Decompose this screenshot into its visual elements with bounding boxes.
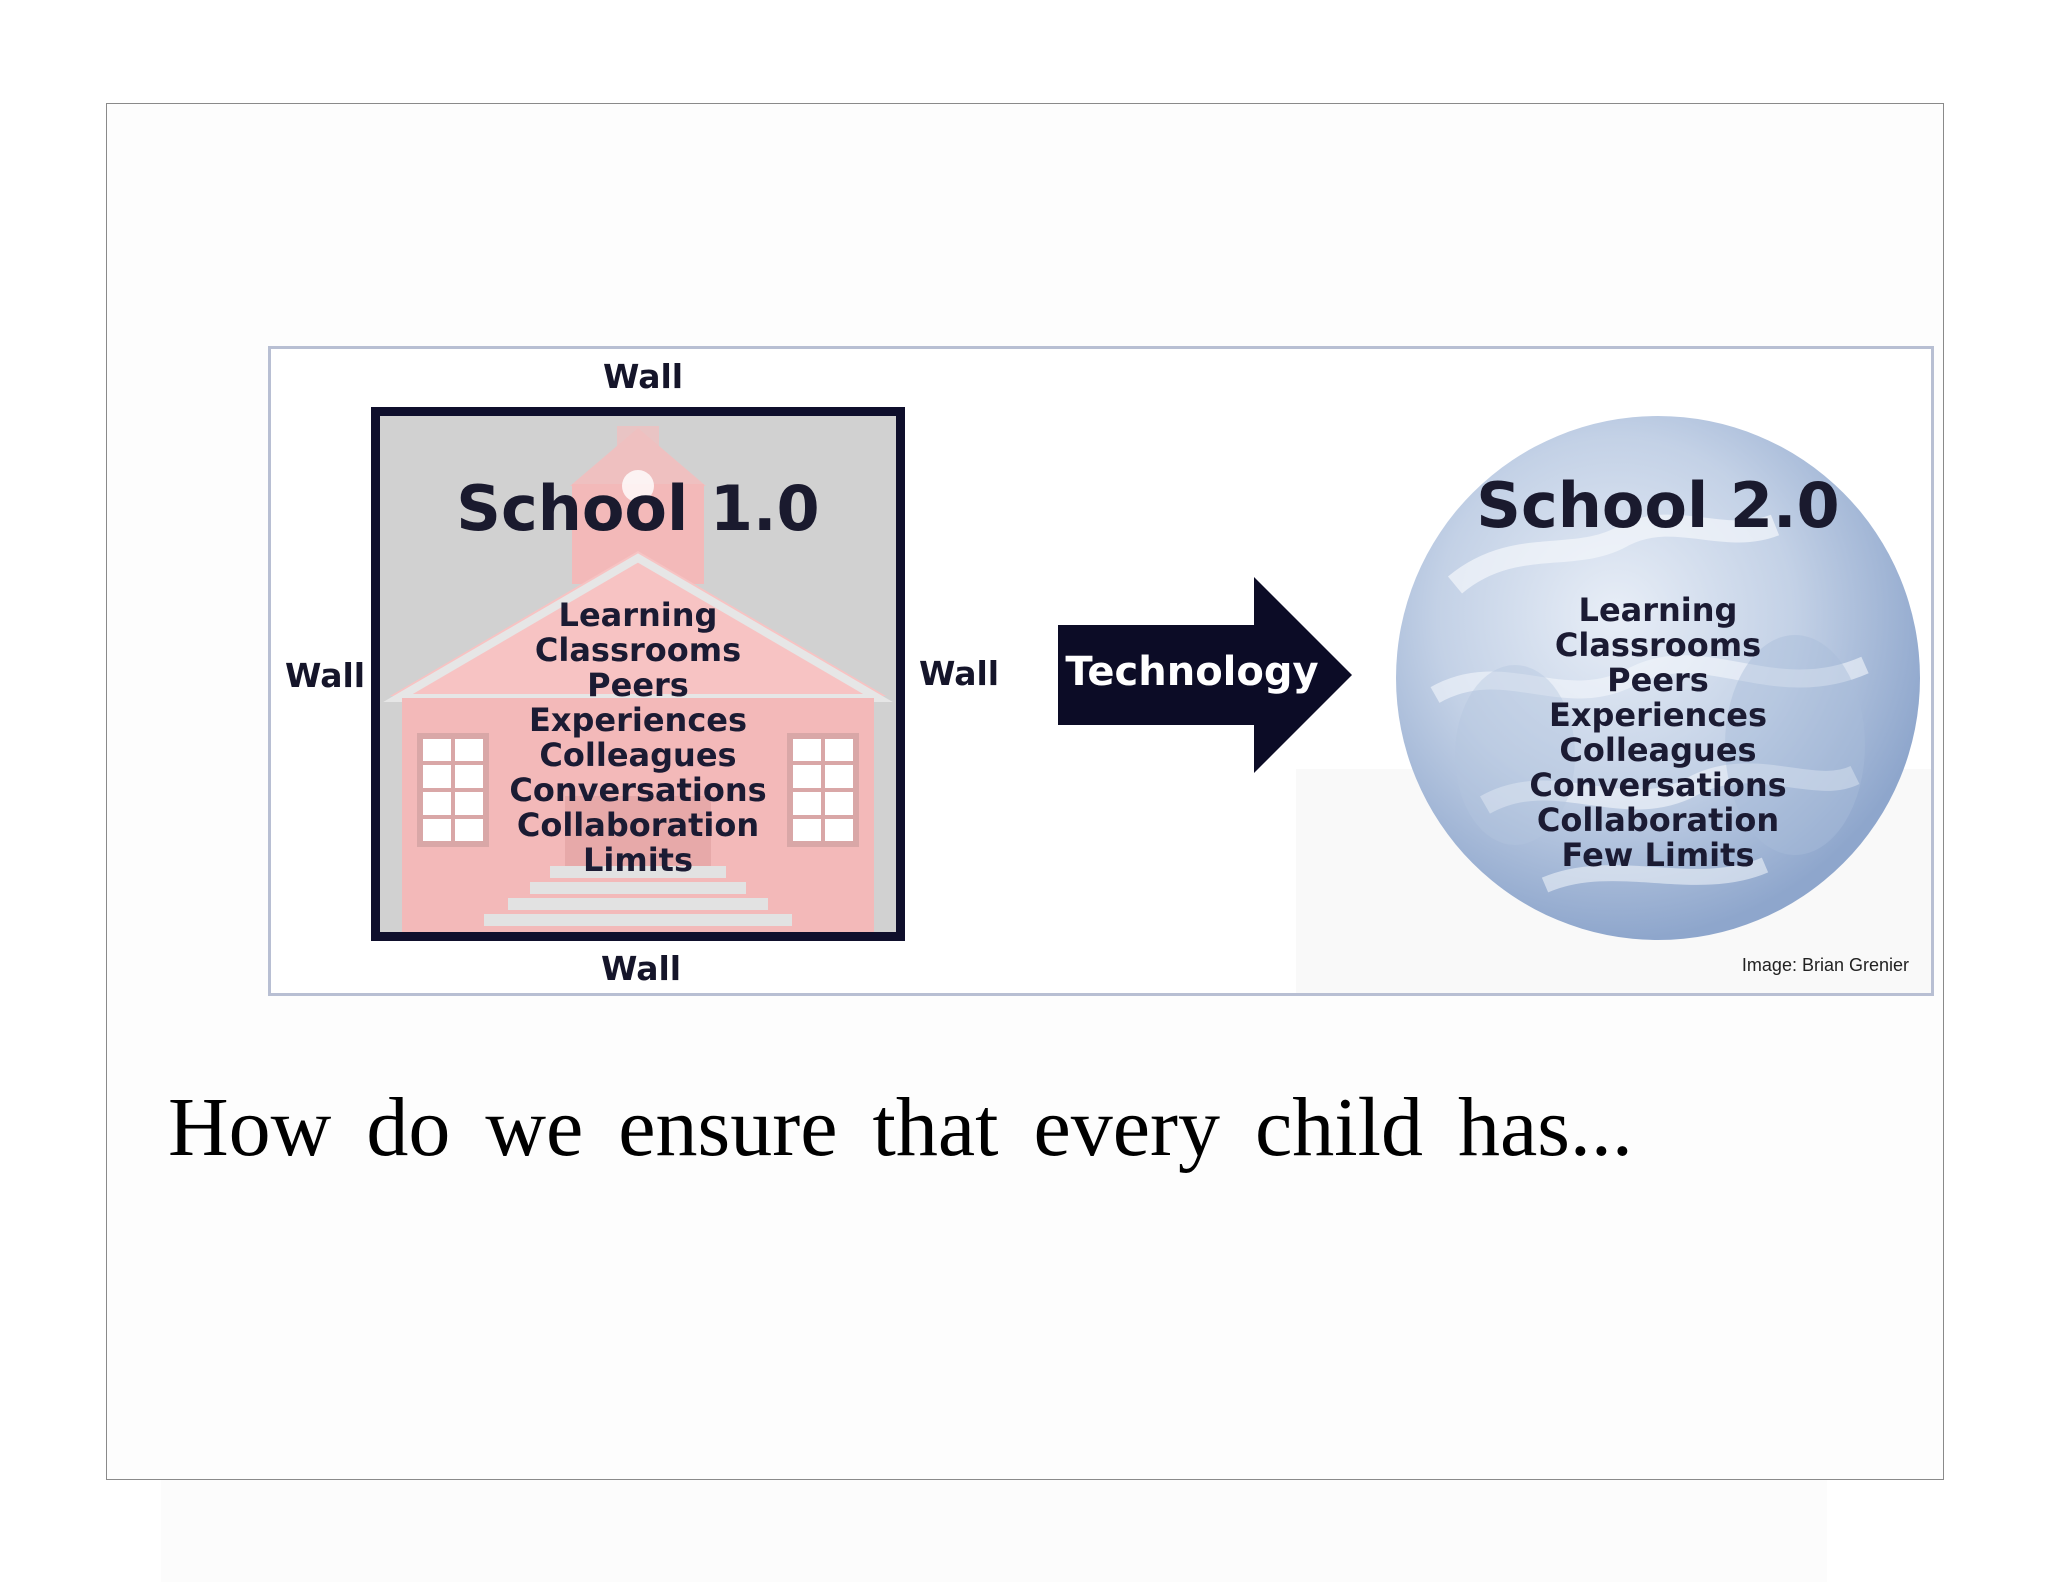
school-1-items — [380, 598, 896, 878]
school-2-title: School 2.0 — [1476, 469, 1840, 542]
slide — [106, 103, 1944, 1480]
technology-arrow — [1058, 577, 1354, 773]
slide-question: How do we ensure that every child has... — [168, 1081, 1633, 1174]
school-2-item: Collaboration — [1536, 801, 1780, 839]
school-2-item: Peers — [1607, 661, 1709, 699]
wall-label-top: Wall — [603, 357, 684, 396]
school-2-item: Colleagues — [1559, 731, 1757, 769]
school-2-item: Classrooms — [1554, 626, 1762, 664]
school-1-item: Colleagues — [539, 736, 737, 774]
diagram-panel — [268, 346, 1934, 996]
school-1-item: Collaboration — [516, 806, 760, 844]
school-1-item: Limits — [582, 841, 693, 879]
wall-label-right: Wall — [919, 654, 1000, 693]
school-2-item: Conversations — [1529, 766, 1787, 804]
image-credit: Image: Brian Grenier — [1741, 955, 1909, 975]
school-1-item: Experiences — [528, 701, 748, 739]
school-2-item: Learning — [1578, 591, 1738, 629]
school-2-item: Few Limits — [1561, 836, 1755, 874]
wall-label-left: Wall — [285, 656, 366, 695]
technology-label: Technology — [1065, 649, 1319, 695]
wall-label-bottom: Wall — [601, 949, 682, 988]
school-1-title: School 1.0 — [456, 472, 820, 545]
school-1-item: Conversations — [509, 771, 767, 809]
school-1-box — [371, 407, 905, 941]
school-2-items — [1395, 593, 1921, 873]
school-2-item: Experiences — [1548, 696, 1768, 734]
school-1-item: Classrooms — [534, 631, 742, 669]
school-1-item: Learning — [558, 596, 718, 634]
school-1-item: Peers — [587, 666, 689, 704]
school-2-globe — [1395, 415, 1921, 941]
